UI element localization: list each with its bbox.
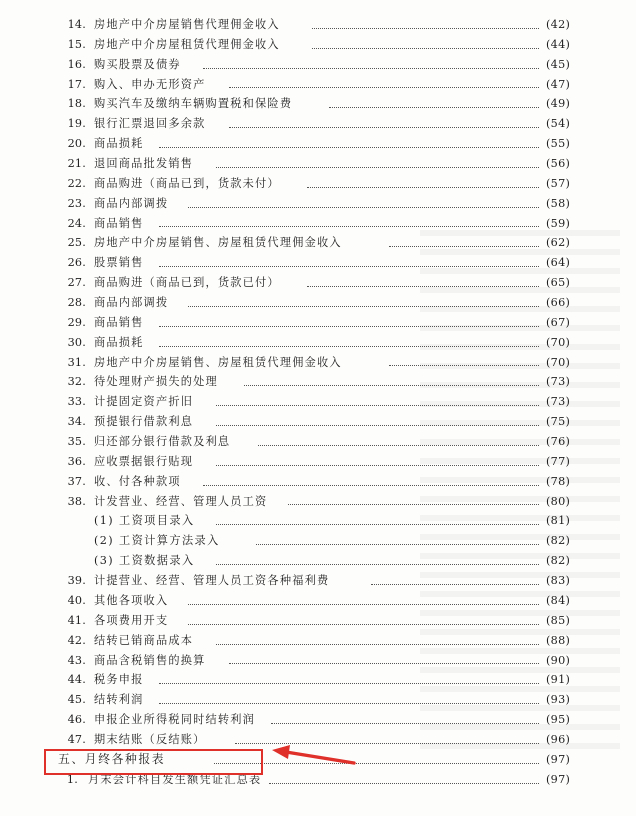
dot-leader [216, 551, 539, 571]
dot-leader [329, 94, 539, 114]
toc-entry[interactable] [0, 571, 636, 591]
entry-number: 43. [67, 653, 86, 667]
dot-leader [159, 670, 539, 690]
entry-page: (75) [546, 415, 571, 429]
entry-page: (88) [546, 633, 571, 647]
dot-leader [203, 55, 539, 75]
entry-number: 25. [67, 236, 86, 250]
entry-title: (3) 工资数据录入 [94, 554, 195, 568]
entry-number: 39. [67, 574, 86, 588]
toc-entry[interactable] [0, 551, 636, 571]
entry-number: 34. [67, 415, 86, 429]
entry-number: 46. [67, 713, 86, 727]
entry-page: (81) [546, 514, 571, 528]
entry-page: (78) [546, 474, 571, 488]
entry-number: 30. [67, 335, 86, 349]
entry-title: 计发营业、经营、管理人员工资 [94, 494, 268, 508]
highlight-box [44, 749, 263, 775]
entry-title: 房地产中介房屋租赁代理佣金收入 [94, 37, 280, 51]
entry-page: (64) [546, 256, 571, 270]
dot-leader [307, 273, 539, 293]
entry-page: (85) [546, 613, 571, 627]
dot-leader [188, 194, 539, 214]
entry-page: (54) [546, 117, 571, 131]
dot-leader [269, 770, 539, 790]
entry-number: 33. [67, 395, 86, 409]
dot-leader [216, 631, 539, 651]
entry-title: 退回商品批发销售 [94, 157, 194, 171]
toc-entry[interactable] [0, 670, 636, 690]
toc-entry[interactable] [0, 273, 636, 293]
table-of-contents [0, 15, 636, 790]
toc-entry[interactable] [0, 313, 636, 333]
entry-page: (82) [546, 554, 571, 568]
toc-entry[interactable] [0, 611, 636, 631]
entry-title: 购买股票及债券 [94, 57, 181, 71]
entry-title: 商品销售 [94, 315, 144, 329]
dot-leader [307, 174, 539, 194]
entry-number: 19. [67, 117, 86, 131]
entry-title: 申报企业所得税同时结转利润 [94, 713, 256, 727]
entry-title: 房地产中介房屋销售、房屋租赁代理佣金收入 [94, 236, 342, 250]
entry-title: 计提营业、经营、管理人员工资各种福利费 [94, 574, 330, 588]
toc-entry[interactable] [0, 174, 636, 194]
dot-leader [216, 511, 539, 531]
dot-leader [271, 710, 539, 730]
entry-number: 36. [67, 454, 86, 468]
entry-page: (90) [546, 653, 571, 667]
dot-leader [188, 293, 539, 313]
entry-number: 14. [67, 18, 86, 31]
toc-entry[interactable] [0, 293, 636, 313]
entry-title: 结转利润 [94, 693, 144, 707]
entry-number: 32. [67, 375, 86, 389]
dot-leader [216, 452, 539, 472]
entry-page: (93) [546, 693, 571, 707]
toc-entry[interactable] [0, 114, 636, 134]
dot-leader [258, 432, 539, 452]
toc-entry[interactable] [0, 372, 636, 392]
section-title: 五、月终各种报表 [58, 751, 166, 766]
dot-leader [159, 313, 539, 333]
toc-entry[interactable] [0, 492, 636, 512]
entry-number: 31. [67, 355, 86, 369]
entry-title: 购入、申办无形资产 [94, 77, 206, 91]
entry-page: (73) [546, 375, 571, 389]
toc-entry[interactable] [0, 353, 636, 373]
entry-title: 各项费用开支 [94, 613, 169, 627]
entry-title: 商品购进（商品已到，货款未付） [94, 176, 280, 190]
entry-number: 29. [67, 315, 86, 329]
entry-title: 商品损耗 [94, 137, 144, 151]
entry-page: (66) [546, 296, 571, 310]
entry-title: 结转已销商品成本 [94, 633, 194, 647]
entry-title: 商品内部调拨 [94, 296, 169, 310]
entry-number: 16. [67, 57, 86, 71]
entry-number: 26. [67, 256, 86, 270]
entry-page: (47) [546, 77, 571, 91]
dot-leader [159, 333, 539, 353]
entry-title: 商品含税销售的换算 [94, 653, 206, 667]
dot-leader [216, 392, 539, 412]
dot-leader [188, 611, 539, 631]
toc-entry[interactable] [0, 531, 636, 551]
entry-number: 18. [67, 97, 86, 111]
entry-page: (96) [546, 732, 571, 746]
entry-page: (55) [546, 137, 571, 151]
entry-title: 待处理财产损失的处理 [94, 375, 218, 389]
entry-number: 15. [67, 37, 86, 51]
entry-page: (95) [546, 713, 571, 727]
entry-number: 1. [66, 772, 78, 786]
entry-page: (44) [546, 37, 571, 51]
dot-leader [288, 492, 539, 512]
toc-entry[interactable] [0, 154, 636, 174]
section-page: (97) [546, 752, 571, 766]
toc-entry[interactable] [0, 651, 636, 671]
entry-title: 期末结账（反结账） [94, 732, 206, 746]
dot-leader [229, 114, 539, 134]
dot-leader [229, 75, 539, 95]
dot-leader [159, 134, 539, 154]
toc-entry[interactable] [0, 253, 636, 273]
entry-number: 23. [67, 196, 86, 210]
toc-entry[interactable] [0, 94, 636, 114]
entry-title: 商品购进（商品已到，货款已付） [94, 276, 280, 290]
dot-leader [203, 472, 539, 492]
toc-entry[interactable] [0, 55, 636, 75]
entry-title: 计提固定资产折旧 [94, 395, 194, 409]
entry-page: (57) [546, 176, 571, 190]
toc-entry[interactable] [0, 412, 636, 432]
entry-page: (91) [546, 673, 571, 687]
dot-leader [188, 591, 539, 611]
dot-leader [244, 372, 539, 392]
dot-leader [312, 15, 539, 35]
entry-page: (62) [546, 236, 571, 250]
entry-number: 21. [67, 157, 86, 171]
entry-page: (76) [546, 435, 571, 449]
entry-number: 20. [67, 137, 86, 151]
dot-leader [159, 253, 539, 273]
entry-page: (49) [546, 97, 571, 111]
toc-entry[interactable] [0, 511, 636, 531]
entry-number: 40. [67, 593, 86, 607]
entry-number: 37. [67, 474, 86, 488]
entry-number: 27. [67, 276, 86, 290]
toc-entry[interactable] [0, 690, 636, 710]
toc-entry[interactable] [0, 35, 636, 55]
toc-entry[interactable] [0, 75, 636, 95]
entry-number: 47. [67, 732, 86, 746]
toc-entry[interactable] [0, 472, 636, 492]
toc-entry[interactable] [0, 392, 636, 412]
entry-number: 35. [67, 435, 86, 449]
dot-leader [159, 214, 539, 234]
entry-page: (45) [546, 57, 571, 71]
toc-entry[interactable] [0, 134, 636, 154]
entry-page: (84) [546, 593, 571, 607]
entry-page: (83) [546, 574, 571, 588]
dot-leader [159, 690, 539, 710]
entry-page: (73) [546, 395, 571, 409]
entry-number: 45. [67, 693, 86, 707]
entry-number: 17. [67, 77, 86, 91]
entry-page: (42) [546, 18, 571, 31]
entry-number: 42. [67, 633, 86, 647]
entry-title: 商品内部调拨 [94, 196, 169, 210]
entry-page: (70) [546, 335, 571, 349]
entry-title: 房地产中介房屋销售代理佣金收入 [94, 18, 280, 31]
entry-page: (58) [546, 196, 571, 210]
entry-title: 税务申报 [94, 673, 144, 687]
entry-number: 41. [67, 613, 86, 627]
entry-page: (65) [546, 276, 571, 290]
entry-page: (77) [546, 454, 571, 468]
entry-title: 商品损耗 [94, 335, 144, 349]
entry-title: 股票销售 [94, 256, 144, 270]
entry-title: (2) 工资计算方法录入 [94, 534, 220, 548]
entry-number: 22. [67, 176, 86, 190]
entry-title: 月末会计科目发生额凭证汇总表 [88, 772, 262, 786]
entry-page: (97) [546, 772, 571, 786]
dot-leader [216, 154, 539, 174]
entry-number: 38. [67, 494, 86, 508]
entry-title: 收、付各种款项 [94, 474, 181, 488]
entry-title: 银行汇票退回多余款 [94, 117, 206, 131]
entry-page: (56) [546, 157, 571, 171]
toc-entry[interactable] [0, 194, 636, 214]
entry-title: (1) 工资项目录入 [94, 514, 195, 528]
toc-entry[interactable] [0, 591, 636, 611]
toc-entry[interactable] [0, 233, 636, 253]
entry-title: 商品销售 [94, 216, 144, 230]
red-arrow-icon [268, 740, 356, 770]
entry-page: (70) [546, 355, 571, 369]
toc-entry[interactable] [0, 15, 636, 35]
entry-title: 预提银行借款利息 [94, 415, 194, 429]
toc-entry[interactable] [0, 631, 636, 651]
entry-title: 其他各项收入 [94, 593, 169, 607]
entry-number: 28. [67, 296, 86, 310]
dot-leader [312, 35, 539, 55]
entry-title: 应收票据银行贴现 [94, 454, 194, 468]
entry-number: 44. [67, 673, 86, 687]
toc-entry[interactable] [0, 452, 636, 472]
entry-title: 购买汽车及缴纳车辆购置税和保险费 [94, 97, 293, 111]
toc-entry[interactable] [0, 214, 636, 234]
entry-title: 归还部分银行借款及利息 [94, 435, 231, 449]
dot-leader [389, 233, 539, 253]
toc-entry[interactable] [0, 333, 636, 353]
toc-entry[interactable] [0, 710, 636, 730]
dot-leader [256, 531, 539, 551]
entry-page: (67) [546, 315, 571, 329]
entry-page: (82) [546, 534, 571, 548]
entry-page: (59) [546, 216, 571, 230]
dot-leader [389, 353, 539, 373]
dot-leader [229, 651, 539, 671]
dot-leader [371, 571, 539, 591]
toc-entry[interactable] [0, 432, 636, 452]
entry-number: 24. [67, 216, 86, 230]
dot-leader [216, 412, 539, 432]
entry-page: (80) [546, 494, 571, 508]
entry-title: 房地产中介房屋销售、房屋租赁代理佣金收入 [94, 355, 342, 369]
